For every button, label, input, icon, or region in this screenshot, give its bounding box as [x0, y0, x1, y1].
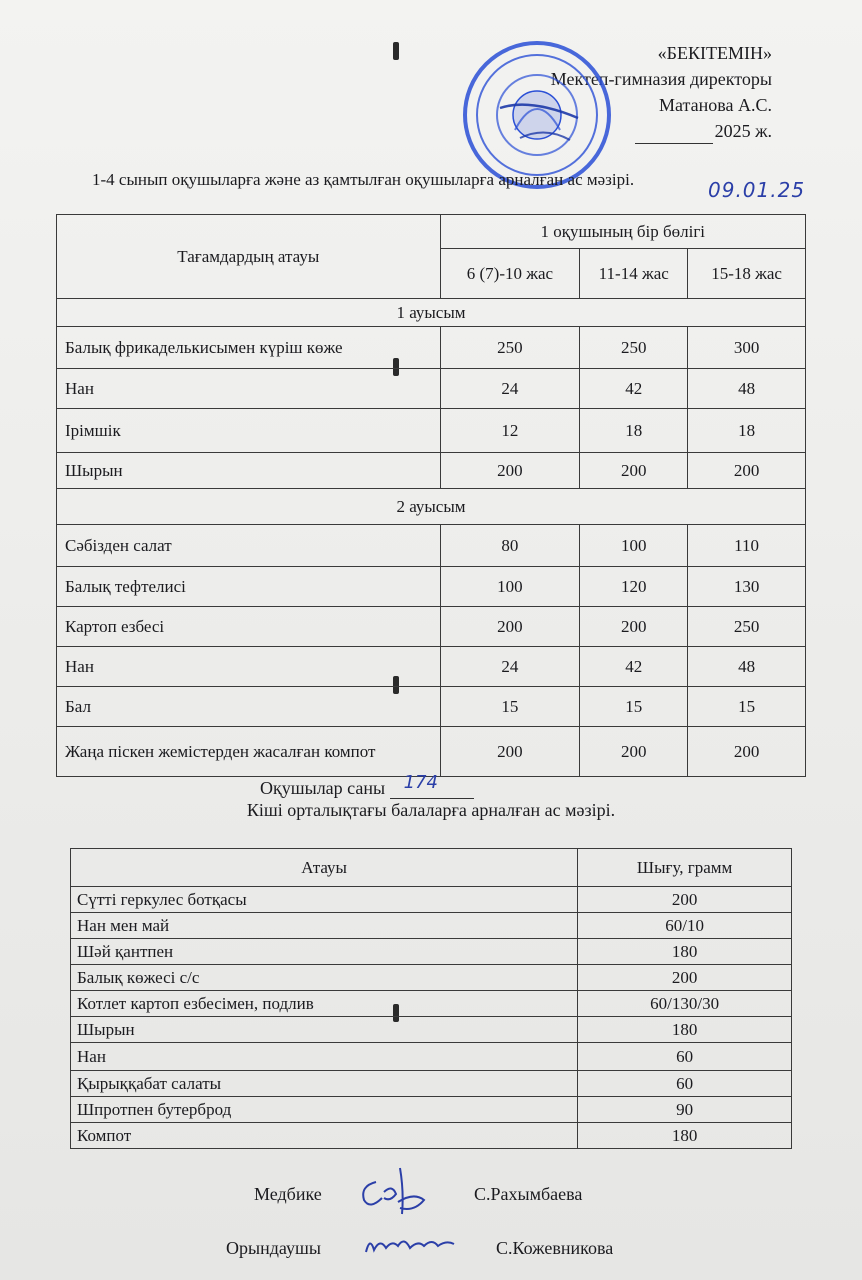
output-value: 200 — [578, 887, 792, 913]
dish-name: Балық көжесі с/с — [71, 965, 578, 991]
portion-value: 200 — [688, 727, 806, 777]
dish-name: Нан — [71, 1043, 578, 1071]
portion-value: 200 — [440, 453, 580, 489]
portion-value: 200 — [440, 727, 580, 777]
portion-value: 250 — [688, 607, 806, 647]
table-row — [71, 887, 792, 913]
dish-name: Шырын — [57, 453, 441, 489]
output-value: 60/10 — [578, 913, 792, 939]
table-row — [57, 687, 806, 727]
dish-name: Шәй қантпен — [71, 939, 578, 965]
header-age-3: 15-18 жас — [688, 249, 806, 299]
portion-value: 15 — [688, 687, 806, 727]
table-row — [71, 1043, 792, 1071]
dish-name: Қырыққабат салаты — [71, 1071, 578, 1097]
dish-name: Шырын — [71, 1017, 578, 1043]
table-row — [57, 369, 806, 409]
portion-value: 130 — [688, 567, 806, 607]
portion-value: 48 — [688, 647, 806, 687]
dish-name: Нан мен май — [71, 913, 578, 939]
menu1-title: 1-4 сынып оқушыларға және аз қамтылған оқушыларға арналған ас мәзірі. — [92, 170, 635, 189]
table-row — [57, 453, 806, 489]
output-value: 180 — [578, 1017, 792, 1043]
dish-name: Балық тефтелисі — [57, 567, 441, 607]
nurse-signature-icon — [354, 1162, 434, 1222]
portion-value: 200 — [440, 607, 580, 647]
portion-value: 200 — [580, 607, 688, 647]
output-value: 180 — [578, 1123, 792, 1149]
portion-value: 300 — [688, 327, 806, 369]
portion-value: 42 — [580, 369, 688, 409]
portion-value: 250 — [440, 327, 580, 369]
menu2-table — [70, 848, 792, 1149]
portion-value: 200 — [580, 453, 688, 489]
student-count-label: Оқушылар саны — [260, 778, 386, 798]
nurse-name: С.Рахымбаева — [474, 1184, 583, 1204]
shift2-label: 2 ауысым — [57, 489, 806, 525]
table-row — [71, 939, 792, 965]
portion-value: 80 — [440, 525, 580, 567]
approval-date: 2025 ж. — [714, 121, 772, 141]
dish-name: Ірімшік — [57, 409, 441, 453]
header-dish-name: Тағамдардың атауы — [57, 215, 441, 299]
dish-name: Картоп езбесі — [57, 607, 441, 647]
approval-title: «БЕКІТЕМІН» — [657, 43, 772, 63]
handwritten-date: 09.01.25 — [708, 178, 806, 202]
dish-name: Нан — [57, 369, 441, 409]
portion-value: 18 — [580, 409, 688, 453]
portion-value: 15 — [440, 687, 580, 727]
output-value: 60 — [578, 1071, 792, 1097]
dish-name: Котлет картоп езбесімен, подлив — [71, 991, 578, 1017]
executor-signature-icon — [362, 1230, 458, 1260]
portion-value: 18 — [688, 409, 806, 453]
nail-mark — [393, 42, 399, 60]
table-row — [71, 1097, 792, 1123]
table-row — [71, 991, 792, 1017]
dish-name: Шпротпен бутерброд — [71, 1097, 578, 1123]
portion-value: 250 — [580, 327, 688, 369]
table-row — [57, 607, 806, 647]
header-portion: 1 оқушының бір бөлігі — [440, 215, 805, 249]
portion-value: 42 — [580, 647, 688, 687]
menu1-table — [56, 214, 806, 777]
table-row — [71, 1071, 792, 1097]
dish-name: Жаңа піскен жемістерден жасалған компот — [57, 727, 441, 777]
portion-value: 100 — [440, 567, 580, 607]
portion-value: 15 — [580, 687, 688, 727]
portion-value: 110 — [688, 525, 806, 567]
executor-title: Орындаушы — [226, 1238, 321, 1258]
dish-name: Сүтті геркулес ботқасы — [71, 887, 578, 913]
output-value: 60/130/30 — [578, 991, 792, 1017]
header-age-1: 6 (7)-10 жас — [440, 249, 580, 299]
student-count — [260, 772, 474, 799]
dish-name: Компот — [71, 1123, 578, 1149]
dish-name: Бал — [57, 687, 441, 727]
student-count-value: 174 — [403, 772, 438, 793]
table-row — [57, 409, 806, 453]
table-row — [57, 647, 806, 687]
portion-value: 24 — [440, 647, 580, 687]
portion-value: 48 — [688, 369, 806, 409]
portion-value: 200 — [580, 727, 688, 777]
nurse-title: Медбике — [254, 1184, 322, 1204]
header-name: Атауы — [71, 849, 578, 887]
table-row — [71, 965, 792, 991]
output-value: 200 — [578, 965, 792, 991]
approval-name: Матанова А.С. — [659, 95, 772, 115]
portion-value: 100 — [580, 525, 688, 567]
output-value: 90 — [578, 1097, 792, 1123]
date-blank — [635, 143, 713, 144]
menu2-title: Кіші орталықтағы балаларға арналған ас мәзірі. — [246, 800, 616, 820]
table-row — [57, 567, 806, 607]
official-stamp-icon — [460, 38, 614, 192]
dish-name: Сәбізден салат — [57, 525, 441, 567]
dish-name: Нан — [57, 647, 441, 687]
portion-value: 24 — [440, 369, 580, 409]
table-row — [57, 327, 806, 369]
table-row — [71, 913, 792, 939]
output-value: 180 — [578, 939, 792, 965]
dish-name: Балық фрикаделькисымен күріш көже — [57, 327, 441, 369]
table-row — [71, 1123, 792, 1149]
table-row — [57, 525, 806, 567]
executor-name: С.Кожевникова — [496, 1238, 614, 1258]
portion-value: 12 — [440, 409, 580, 453]
header-age-2: 11-14 жас — [580, 249, 688, 299]
portion-value: 200 — [688, 453, 806, 489]
approval-position: Мектеп-гимназия директоры — [550, 69, 772, 89]
header-output: Шығу, грамм — [578, 849, 792, 887]
table-row — [57, 727, 806, 777]
portion-value: 120 — [580, 567, 688, 607]
table-row — [71, 1017, 792, 1043]
output-value: 60 — [578, 1043, 792, 1071]
shift1-label: 1 ауысым — [57, 299, 806, 327]
